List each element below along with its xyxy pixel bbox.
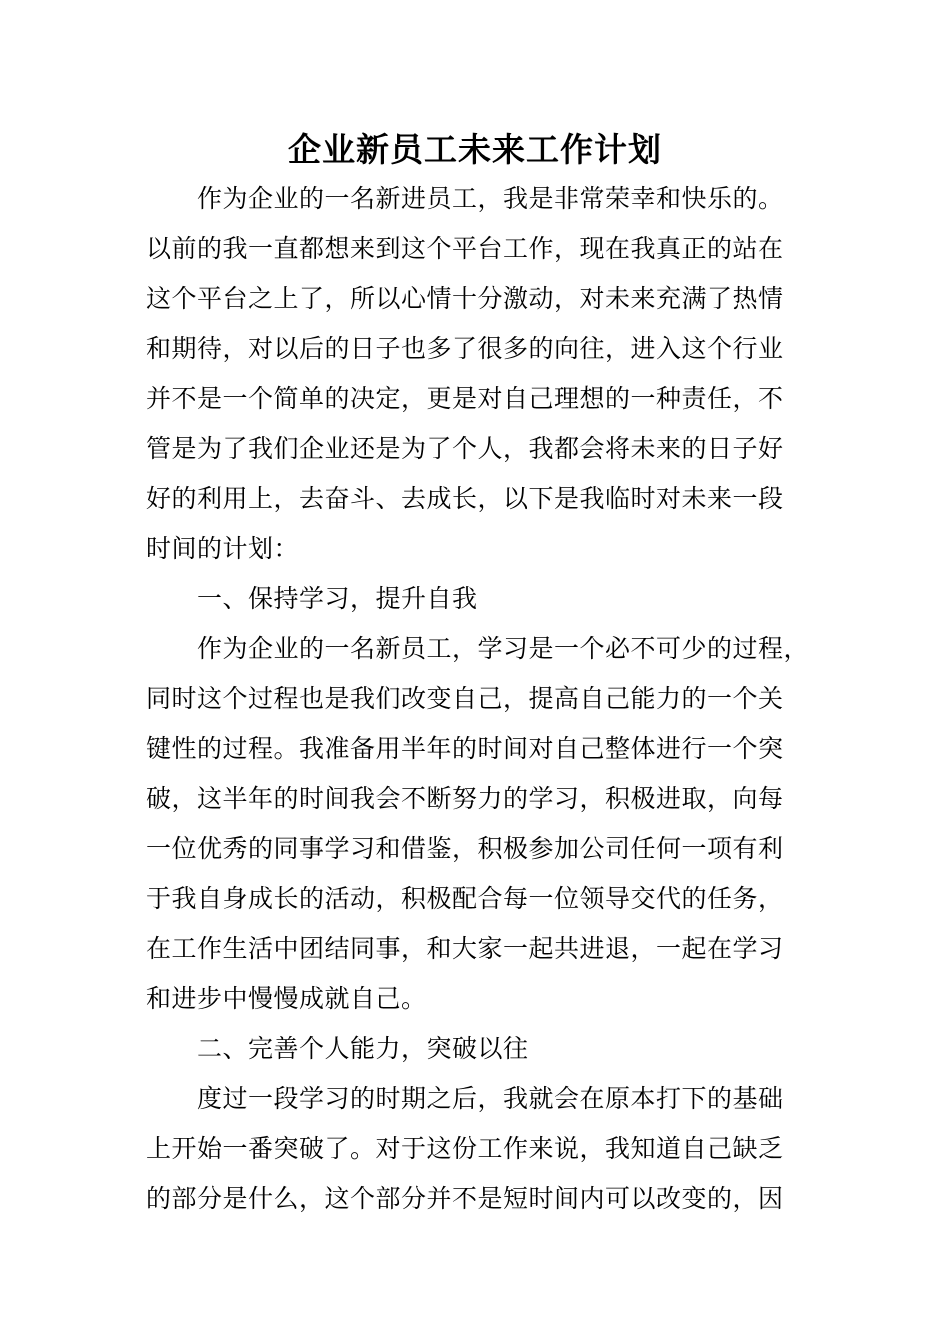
section-heading: 二、完善个人能力，突破以往 [146,1034,529,1063]
text-line: 键性的过程。我准备用半年的时间对自己整体进行一个突 [146,734,784,763]
text-line: 于我自身成长的活动，积极配合每一位领导交代的任务， [146,884,784,913]
text-line: 作为企业的一名新进员工，我是非常荣幸和快乐的。 [146,184,784,213]
text-line: 作为企业的一名新员工，学习是一个必不可少的过程， [146,634,810,663]
text-line: 一位优秀的同事学习和借鉴，积极参加公司任何一项有利 [146,834,784,863]
text-line: 在工作生活中团结同事，和大家一起共进退，一起在学习 [146,934,784,963]
text-line: 好的利用上，去奋斗、去成长，以下是我临时对未来一段 [146,484,784,513]
text-line: 的部分是什么，这个部分并不是短时间内可以改变的，因 [146,1184,784,1213]
text-line: 以前的我一直都想来到这个平台工作，现在我真正的站在 [146,234,784,263]
text-line: 上开始一番突破了。对于这份工作来说，我知道自己缺乏 [146,1134,784,1163]
text-line: 度过一段学习的时期之后，我就会在原本打下的基础 [146,1084,784,1113]
text-line: 和进步中慢慢成就自己。 [146,984,427,1013]
section-heading: 一、保持学习，提升自我 [146,584,478,613]
text-line: 这个平台之上了，所以心情十分激动，对未来充满了热情 [146,284,784,313]
text-line: 时间的计划： [146,534,300,563]
text-line: 同时这个过程也是我们改变自己，提高自己能力的一个关 [146,684,784,713]
document-title: 企业新员工未来工作计划 [288,130,662,169]
text-line: 和期待，对以后的日子也多了很多的向往，进入这个行业 [146,334,784,363]
text-line: 并不是一个简单的决定，更是对自己理想的一种责任，不 [146,384,784,413]
text-line: 破，这半年的时间我会不断努力的学习，积极进取，向每 [146,784,784,813]
text-line: 管是为了我们企业还是为了个人，我都会将未来的日子好 [146,434,784,463]
